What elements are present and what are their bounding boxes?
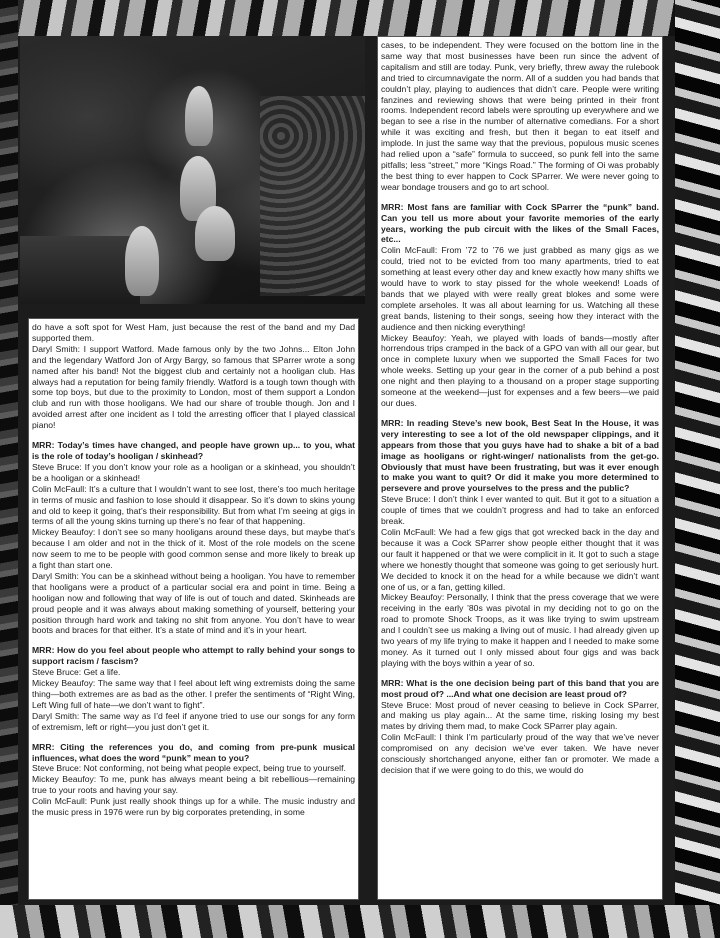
drummer-figure [195, 206, 235, 261]
bassist-figure [185, 86, 213, 146]
interview-answer: Mickey Beaufoy: Personally, I think that the press coverage that we were receiving in the early ’80s was pivotal in my deciding not to go on the road to promote Shock Troops, as it was like trying to swim upstream and I couldn’t see us making a living out of music. I had already given up two years of my life trying to make it happen and I needed to make some money. As it turned out I only missed about four gigs and was back playing with the boys within a year of so. [381, 592, 659, 668]
grunge-border-top [0, 0, 720, 36]
stage-equipment [20, 236, 140, 304]
interview-answer: do have a soft spot for West Ham, just because the rest of the band and my Dad supported them. [32, 322, 355, 343]
interview-question: MRR: Citing the references you do, and coming from pre-punk musical influences, what does the word “punk” mean to you? [32, 741, 355, 763]
article-column-left [28, 318, 359, 900]
grunge-border-bottom [0, 905, 720, 938]
interview-answer: Steve Bruce: Not conforming, not being what people expect, being true to yourself. [32, 763, 346, 774]
interview-question: MRR: How do you feel about people who attempt to rally behind your songs to support racism / fascism? [32, 645, 355, 667]
interview-answer: Daryl Smith: I support Watford. Made famous only by the two Johns... Elton John and the legendary Watford Jon of Argy Bargy, so famous that SParrer wrote a song named after his band! Not the biggest club and certainly not a hooligan club. Has always had a reputation for being family friendly. Watford is a tough town though with some top boys, but due to the proximity to London, most of them support a London club and run with those hooligans. We had our share of trouble though. Jon and I avoided arrest after one incident as I told the arresting officer that I played classical piano! [32, 343, 355, 431]
interview-answer: Mickey Beaufoy: Yeah, we played with loads of bands—mostly after horrendous trips cramped in the back of a GPO van with all our gear, but once in complete luxury when we supported the Small Faces for two whole weeks. Setting up your gear in the corner of a pub behind a post one night and then playing to a thousand on a proper stage supporting someone at the weekend—just for expenses and a few beers—we paid our dues. [381, 332, 659, 408]
grunge-border-right [675, 0, 720, 938]
interview-answer: Colin McFaull: I think I’m particularly proud of the way that we’ve never compromised on any decision we’ve ever taken. We have never consciously shortchanged anyone, either fan or promoter. We made a decision that if we were going to do this, we would do [381, 732, 659, 775]
interview-question: MRR: Most fans are familiar with Cock SParrer the “punk” band. Can you tell us more about your favorite memories of the early years, working the pub circuit with the likes of the Small Faces, etc... [381, 201, 659, 245]
interview-question: MRR: In reading Steve’s new book, Best Seat In the House, it was very interesting to see a lot of the old newspaper clippings, and it appears from those that you guys have had to shake a bit of a bad image as hooligans or right-winger/ nationalists from the get-go. Obviously that must have been frustrating, but was it ever enough to make you want to quit? Or did it make you more determined to persevere and prove yourselves to the press and the public? [381, 417, 659, 494]
grunge-border-left [0, 0, 18, 938]
guitarist-figure [125, 226, 159, 296]
interview-question: MRR: Today’s times have changed, and people have grown up... to you, what is the role of today’s hooligan / skinhead? [32, 440, 355, 461]
interview-answer: Daryl Smith: The same way as I’d feel if anyone tried to use our songs for any form of extremism, left or right—you just don’t get it. [32, 710, 355, 732]
interview-answer: Steve Bruce: Get a life. [32, 667, 121, 678]
interview-answer: cases, to be independent. They were focused on the bottom line in the same way that most businesses have been run since the advent of capitalism and still are today. Punk, very briefly, threw away the rulebook and tried to circumnavigate the norm. All of a sudden you had bands that couldn’t play, playing to audiences that didn’t care. People were writing fanzines and reviewing shows that were being printed in their front rooms. Independent record labels were sprouting up everywhere and we began to see a rise in the number of alternative comedians. For a short while it was exciting and fresh, but then it began to eat itself and implode. In just the same way that the previous, populous music scenes had relied upon a “safe” formula to succeed, so punk fell into the same pitfalls; less “street,” more “Kings Road.” The forming of Oi was probably the best thing to ever happen to Cock SParrer. We were never going to wear bondage trousers and go to art school. [381, 40, 659, 192]
interview-answer: Steve Bruce: I don’t think I ever wanted to quit. But it got to a situation a couple of times that we couldn’t progress and had to take an enforced break. [381, 494, 659, 527]
interview-answer: Steve Bruce: If you don’t know your role as a hooligan or a skinhead, you shouldn’t be a hooligan or a skinhead! [32, 461, 355, 483]
concert-photo [20, 36, 365, 304]
interview-answer: Daryl Smith: You can be a skinhead without being a hooligan. You have to remember that hooligans were a product of a particular social era and point in time. Being a hooligan now and following that way of life is out of touch and dated. Skinheads are proud people and it was always about making something of yourself, bettering your position through hard work and taking no shit from anyone. You don’t have to wear boots and braces for that either. It’s a state of mind and it’s in your heart. [32, 570, 355, 636]
interview-answer: Steve Bruce: Most proud of never ceasing to believe in Cock SParrer, and making us play again... At the same time, risking losing my best mates by driving them mad, to make Cock SParrer play again. [381, 699, 659, 732]
interview-answer: Mickey Beaufoy: The same way that I feel about left wing extremists doing the same thing—both extremes are as bad as the other. I prefer the sentiments of “Right Wing, Left Wing full of hate—we don’t want to fight”. [32, 678, 355, 710]
interview-answer: Colin McFaull: From ’72 to ’76 we just grabbed as many gigs as we could, tried not to be evicted from too many apartments, tried to eat something at least every other day and knew exactly how many shifts we would have to work to stay pissed for the whole weekend! Loads of bands that we played with were really great blokes and some were complete arseholes. It was all about learning for us. Watching all these great bands, listening to their songs, seeing how they interact with the audience and then nicking everything! [381, 245, 659, 332]
interview-answer: Colin McFaull: It’s a culture that I wouldn’t want to see lost, there’s too much heritage in terms of music and fashion to lose should it disappear. So it’s down to skins young and old to keep it going, that’s their responsibility. But from what I’m seeing at gigs in terms of all the young skins turning up there’s no fear of that happening. [32, 483, 355, 527]
article-column-right [377, 36, 663, 900]
interview-answer: Colin McFaull: Punk just really shook things up for a while. The music industry and the music press in 1976 were run by big corporates pretending, in some [32, 796, 355, 818]
interview-answer: Mickey Beaufoy: I don’t see so many hooligans around these days, but maybe that’s because I am older and not in the thick of it. Most of the role models on the scene now seem to me to be people with good common sense and more likely to break up a fight than start one. [32, 527, 355, 571]
interview-answer: Mickey Beaufoy: To me, punk has always meant being a bit rebellious—remaining true to your roots and having your say. [32, 774, 355, 796]
crowd [260, 96, 365, 296]
interview-answer: Colin McFaull: We had a few gigs that got wrecked back in the day and because it was a Cock SParrer show people either thought that it was our fault it happened or that we were complicit in it. It got to such a stage where we honestly thought that someone was going to get seriously hurt. We decided to knock it on the head for a while because we didn’t want one of us, or a fan, getting killed. [381, 526, 659, 592]
interview-question: MRR: What is the one decision being part of this band that you are most proud of? ...And what one decision are least proud of? [381, 677, 659, 699]
